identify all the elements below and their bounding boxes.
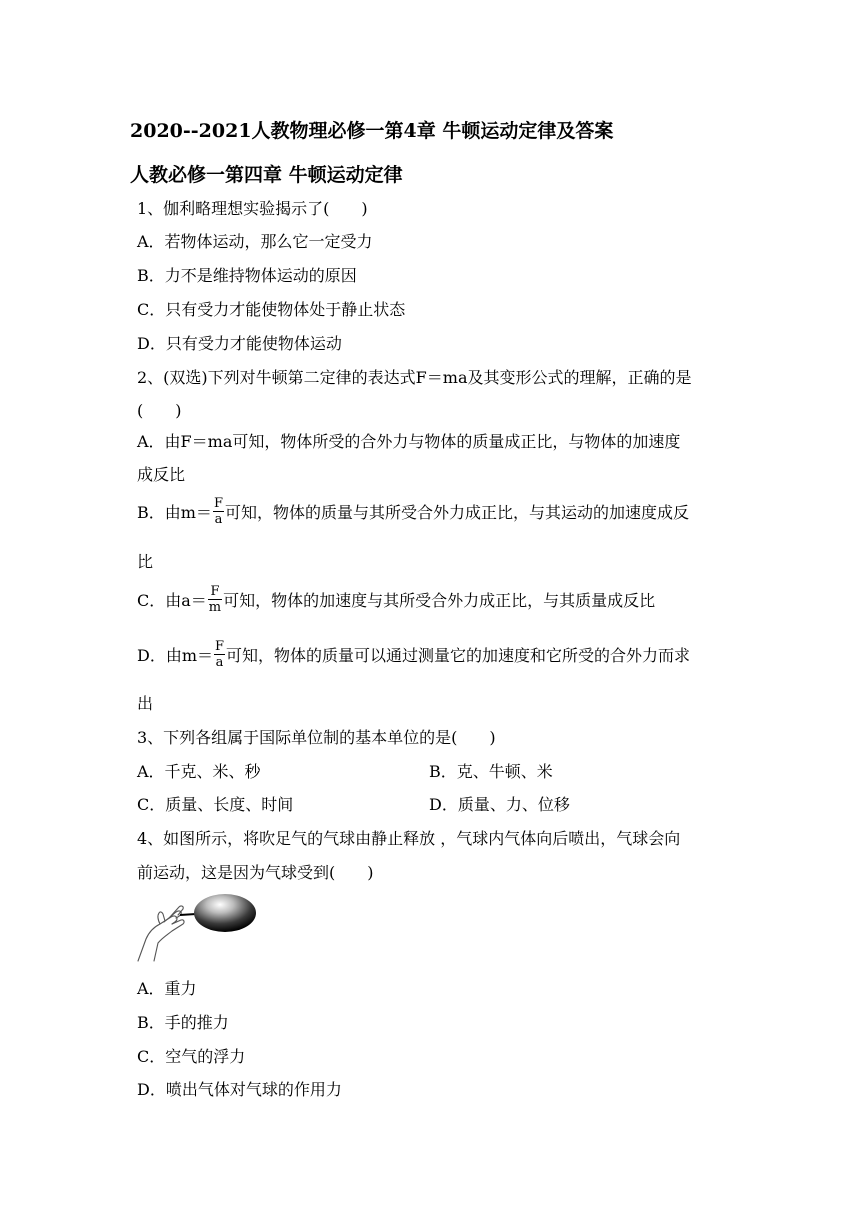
- q1-option-a: A．若物体运动，那么它一定受力: [137, 232, 373, 251]
- section-title: 人教必修一第四章 牛顿运动定律: [130, 164, 403, 186]
- q2-stem: 2、(双选)下列对牛顿第二定律的表达式F＝ma及其变形公式的理解，正确的是: [137, 368, 692, 387]
- q4-option-b: B．手的推力: [137, 1013, 229, 1032]
- q1-option-c: C．只有受力才能使物体处于静止状态: [137, 300, 406, 319]
- q1-option-d: D．只有受力才能使物体运动: [137, 334, 342, 353]
- q3-option-d: D．质量、力、位移: [429, 795, 570, 814]
- q2-option-a-cont: 成反比: [137, 465, 186, 484]
- q2-option-d: D．由m＝ $\frac{F}{a}$ 可知，物体的质量可以通过测量它的加速度和它所受的合外力而求: [137, 639, 691, 670]
- q2-option-d-cont: 出: [137, 694, 154, 713]
- q2-option-c: C．由a＝ $\frac{F}{m}$ 可知，物体的加速度与其所受合外力成正比，与其质量成反比: [137, 584, 656, 615]
- q1-option-b: B．力不是维持物体运动的原因: [137, 266, 357, 285]
- q3-stem: 3、下列各组属于国际单位制的基本单位的是( ): [137, 728, 496, 747]
- q4-option-c: C．空气的浮力: [137, 1047, 246, 1066]
- fraction-f-over-a: $\frac{F}{a}$: [215, 639, 225, 670]
- q4-option-d: D．喷出气体对气球的作用力: [137, 1080, 342, 1099]
- q4-stem: 4、如图所示，将吹足气的气球由静止释放 ，气球内气体向后喷出，气球会向: [137, 829, 681, 848]
- fraction-f-over-a: $\frac{F}{a}$: [213, 496, 223, 527]
- q3-option-c: C．质量、长度、时间: [137, 795, 294, 814]
- balloon-string: [180, 914, 196, 915]
- hand-icon: [138, 906, 184, 961]
- q4-option-a: A．重力: [137, 979, 197, 998]
- q2-option-b-cont: 比: [137, 552, 154, 571]
- fraction-f-over-m: $\frac{F}{m}$: [208, 584, 222, 615]
- balloon-hand-figure: [134, 893, 260, 963]
- q3-option-b: B．克、牛顿、米: [429, 762, 553, 781]
- q2-stem-cont: ( ): [137, 401, 182, 420]
- q3-option-a: A．千克、米、秒: [137, 762, 261, 781]
- q2-option-a: A．由F＝ma可知，物体所受的合外力与物体的质量成正比，与物体的加速度: [137, 432, 681, 451]
- balloon-icon: [194, 894, 256, 932]
- document-title: 2020--2021人教物理必修一第4章 牛顿运动定律及答案: [130, 120, 614, 142]
- q4-stem-cont: 前运动，这是因为气球受到( ): [137, 863, 374, 882]
- q1-stem: 1、伽利略理想实验揭示了( ): [137, 199, 368, 218]
- q2-option-b: B．由m＝ $\frac{F}{a}$ 可知，物体的质量与其所受合外力成正比，与其运动的加速度成反: [137, 496, 689, 527]
